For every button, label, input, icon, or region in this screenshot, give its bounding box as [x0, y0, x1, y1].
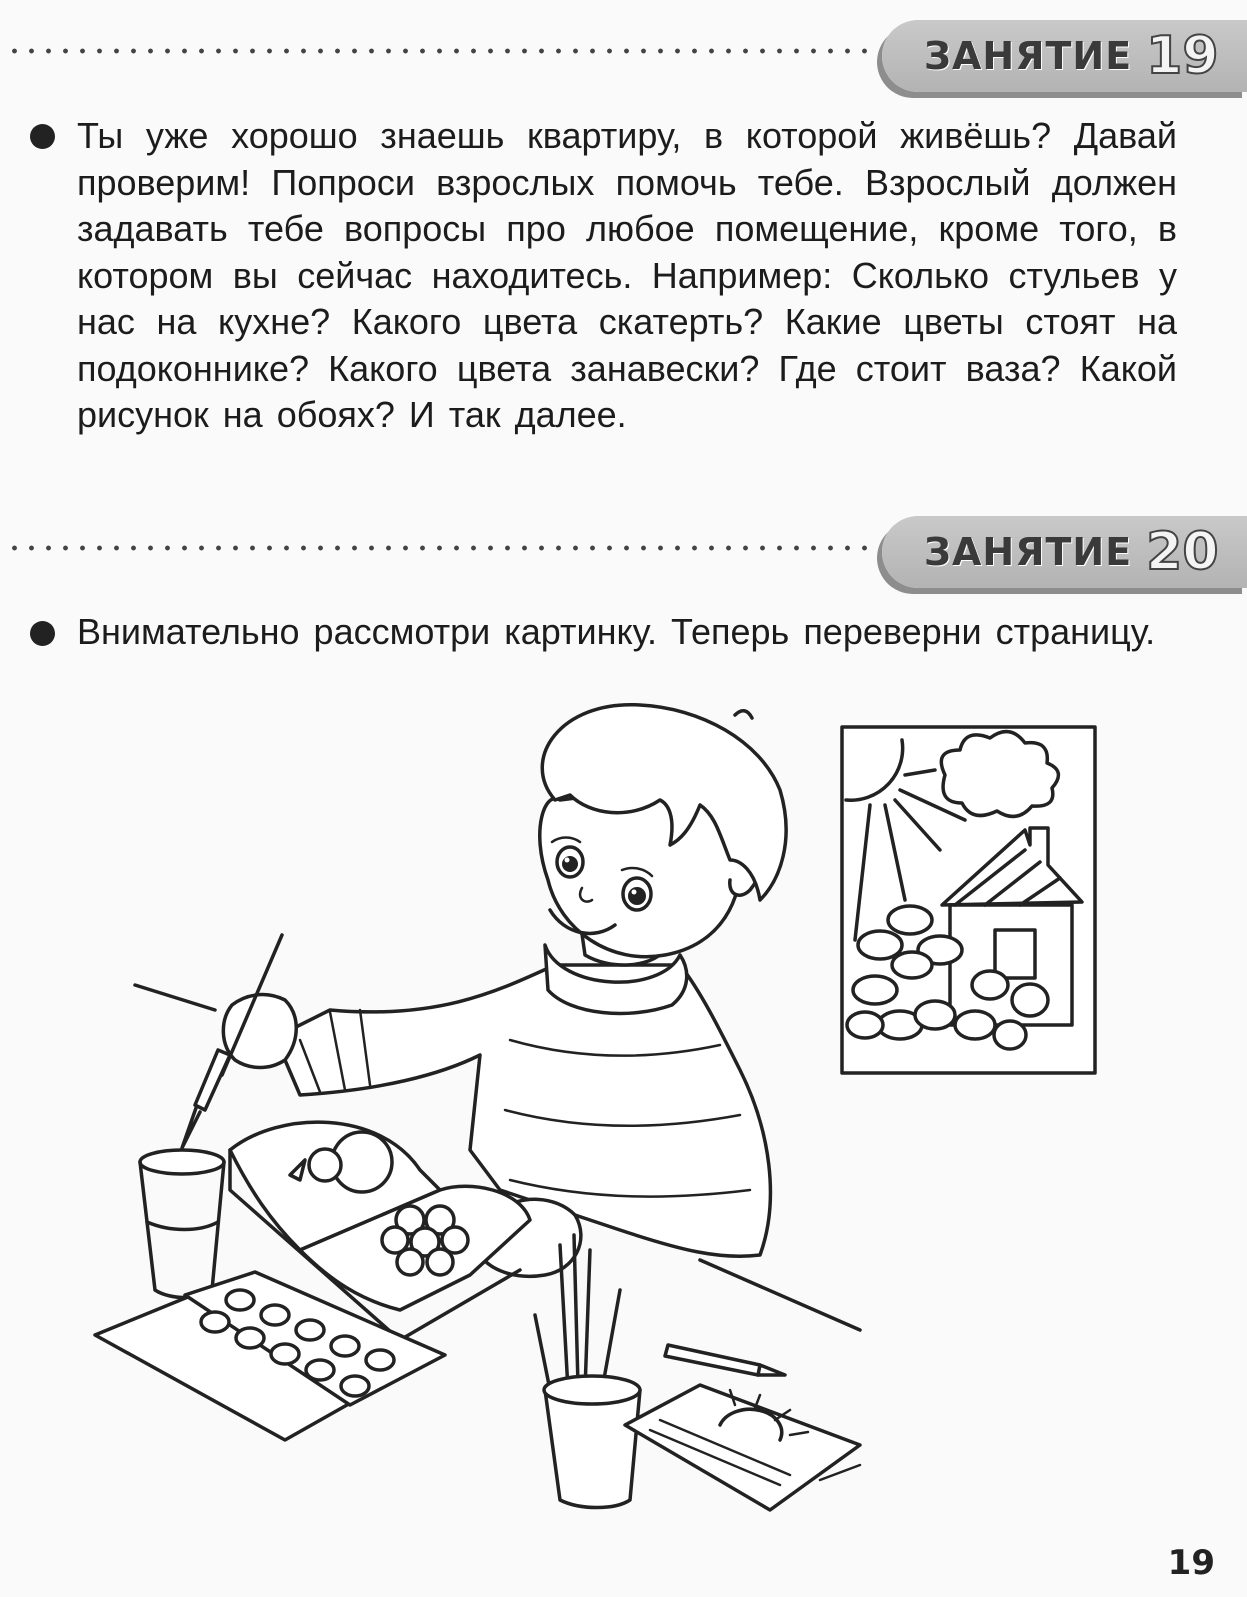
lesson-19-label: ЗАНЯТИЕ	[924, 34, 1133, 78]
lesson-19-text: Ты уже хорошо знаешь квартиру, в которой живёшь? Давай проверим! Попроси взрослых помочь тебе. Взрослый должен задавать тебе вопросы про любое помещение, кроме того, в котором вы сейчас находитесь. Например: Сколько стульев у нас на кухне? Какого цвета скатерть? Какие цветы стоят на подоконнике? Какого цвета занавески? Где стоит ваза? Какой рисунок на обоях? И так далее.	[77, 115, 1177, 435]
page-number: 19	[1167, 1543, 1215, 1583]
lesson-20-label: ЗАНЯТИЕ	[924, 530, 1133, 574]
pencil-cup-icon	[535, 1235, 640, 1508]
sun-drawing-card-icon	[625, 1385, 860, 1510]
lesson-20-number: 20	[1146, 522, 1219, 582]
lesson-20-text: Внимательно рассмотри картинку. Теперь переверни страницу.	[77, 611, 1156, 652]
wall-picture-icon	[842, 727, 1095, 1073]
water-glass-icon	[140, 1150, 224, 1298]
pencil-icon	[665, 1345, 785, 1375]
lesson-19-number: 19	[1146, 26, 1219, 86]
